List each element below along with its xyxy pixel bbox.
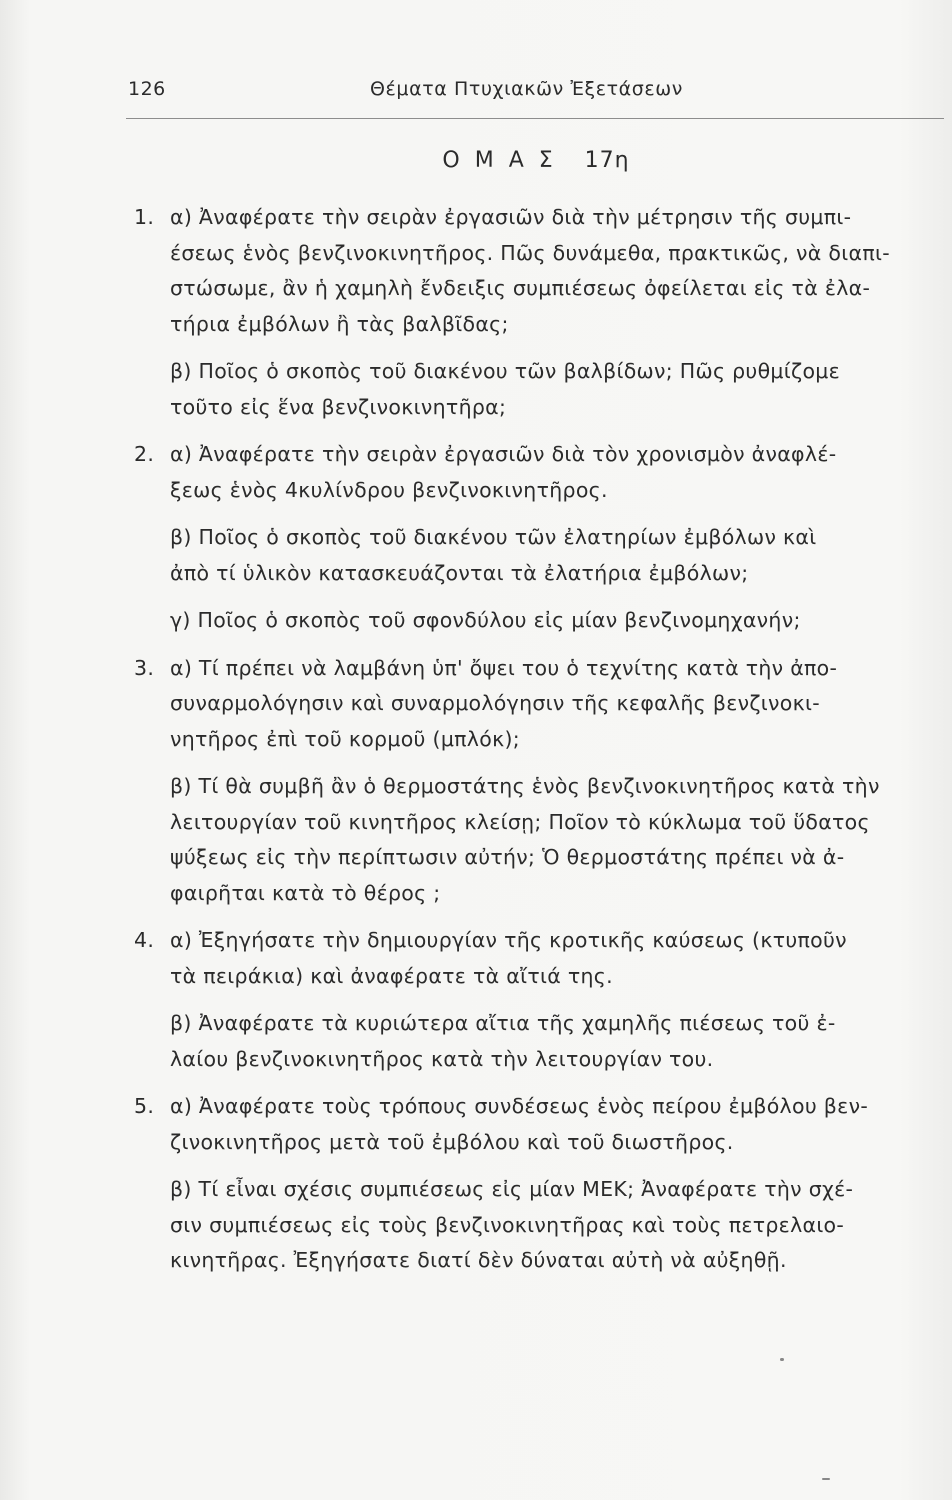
question-item — [124, 200, 924, 425]
question-line: α) Ἀναφέρατε τὴν σειρὰν ἐργασιῶν διὰ τὴν μέτρησιν τῆς συμπι- — [170, 205, 852, 229]
question-line: β) Ἀναφέρατε τὰ κυριώτερα αἴτια τῆς χαμηλῆς πιέσεως τοῦ ἐ- — [170, 1011, 836, 1035]
question-number: 4. — [134, 928, 155, 952]
question-line: νητῆρος ἐπὶ τοῦ κορμοῦ (μπλόκ); — [170, 726, 520, 751]
question-line: λειτουργίαν τοῦ κινητῆρος κλείσῃ; Ποῖον τὸ κύκλωμα τοῦ ὕδατος — [170, 809, 870, 834]
question-item — [124, 1089, 924, 1279]
question-line: τήρια ἐμβόλων ἢ τὰς βαλβῖδας; — [170, 311, 509, 336]
question-line: α) Ἀναφέρατε τοὺς τρόπους συνδέσεως ἑνὸς πείρου ἐμβόλου βεν- — [170, 1094, 869, 1118]
question-item — [124, 651, 924, 912]
question-part — [170, 520, 924, 591]
question-part — [170, 1172, 924, 1279]
question-part — [170, 923, 924, 994]
question-number: 2. — [134, 442, 155, 466]
question-line: ξεως ἑνὸς 4κυλίνδρου βενζινοκινητῆρος. — [170, 477, 608, 502]
group-number: 17η — [584, 148, 630, 173]
question-line: τὰ πειράκια) καὶ ἀναφέρατε τὰ αἴτιά της. — [170, 963, 613, 988]
question-line: β) Ποῖος ὁ σκοπὸς τοῦ διακένου τῶν βαλβίδων; Πῶς ρυθμίζομε — [170, 359, 841, 383]
header-rule — [126, 118, 944, 119]
question-line: φαιρῆται κατὰ τὸ θέρος ; — [170, 880, 441, 905]
question-line: στώσωμε, ἂν ἡ χαμηλὴ ἔνδειξις συμπιέσεως ὀφείλεται εἰς τὰ ἐλα- — [170, 276, 871, 300]
question-part — [170, 354, 924, 425]
question-line: β) Ποῖος ὁ σκοπὸς τοῦ διακένου τῶν ἐλατηρίων ἐμβόλων καὶ — [170, 525, 817, 549]
question-line: έσεως ἑνὸς βενζινοκινητῆρος. Πῶς δυνάμεθα, πρακτικῶς, νὰ διαπι- — [170, 240, 890, 265]
question-part — [170, 651, 924, 758]
question-number: 3. — [134, 655, 155, 680]
question-line: α) Ἀναφέρατε τὴν σειρὰν ἐργασιῶν διὰ τὸν χρονισμὸν ἀναφλέ- — [170, 442, 837, 466]
running-head: Θέματα Πτυχιακῶν Ἐξετάσεων — [370, 78, 684, 100]
question-line: γ) Ποῖος ὁ σκοπὸς τοῦ σφονδύλου εἰς μίαν βενζινομηχανήν; — [170, 608, 801, 632]
question-line: β) Τί θὰ συμβῆ ἂν ὁ θερμοστάτης ἑνὸς βενζινοκινητῆρος κατὰ τὴν — [170, 774, 880, 798]
question-line: κινητῆρας. Ἐξηγήσατε διατί δὲν δύναται αὐτὴ νὰ αὐξηθῇ. — [170, 1248, 787, 1272]
question-line: α) Ἐξηγήσατε τὴν δημιουργίαν τῆς κροτικῆς καύσεως (κτυποῦν — [170, 928, 847, 952]
question-line: σιν συμπιέσεως εἰς τοὺς βενζινοκινητῆρας καὶ τοὺς πετρελαιο- — [170, 1212, 845, 1237]
question-item — [124, 437, 924, 639]
question-list — [124, 200, 924, 1291]
page-header — [128, 74, 908, 114]
group-label: Ο Μ Α Σ — [442, 148, 557, 173]
question-part — [170, 1006, 924, 1077]
question-part — [170, 1089, 924, 1160]
question-part — [170, 603, 924, 639]
question-item — [124, 923, 924, 1077]
page-number: 126 — [128, 78, 166, 100]
question-line: α) Τί πρέπει νὰ λαμβάνη ὑπ' ὄψει του ὁ τεχνίτης κατὰ τὴν ἀπο- — [170, 655, 838, 680]
group-title — [0, 148, 952, 173]
question-number: 5. — [134, 1094, 155, 1118]
question-line: συναρμολόγησιν καὶ συναρμολόγησιν τῆς κεφαλῆς βενζινοκι- — [170, 691, 820, 715]
question-line: β) Τί εἶναι σχέσις συμπιέσεως εἰς μίαν ΜΕΚ; Ἀναφέρατε τὴν σχέ- — [170, 1177, 854, 1201]
question-number: 1. — [134, 205, 155, 229]
question-line: ἀπὸ τί ὑλικὸν κατασκευάζονται τὰ ἐλατήρια ἐμβόλων; — [170, 560, 749, 585]
question-part — [170, 200, 924, 342]
print-speck — [822, 1478, 830, 1480]
question-part — [170, 769, 924, 911]
question-part — [170, 437, 924, 508]
question-line: τοῦτο εἰς ἕνα βενζινοκινητῆρα; — [170, 394, 507, 419]
print-speck — [780, 1358, 784, 1361]
question-line: ψύξεως εἰς τὴν περίπτωσιν αὐτήν; Ὁ θερμοστάτης πρέπει νὰ ἀ- — [170, 845, 845, 869]
question-line: λαίου βενζινοκινητῆρος κατὰ τὴν λειτουργίαν του. — [170, 1046, 714, 1071]
question-line: ζινοκινητῆρος μετὰ τοῦ ἐμβόλου καὶ τοῦ διωστῆρος. — [170, 1129, 734, 1154]
